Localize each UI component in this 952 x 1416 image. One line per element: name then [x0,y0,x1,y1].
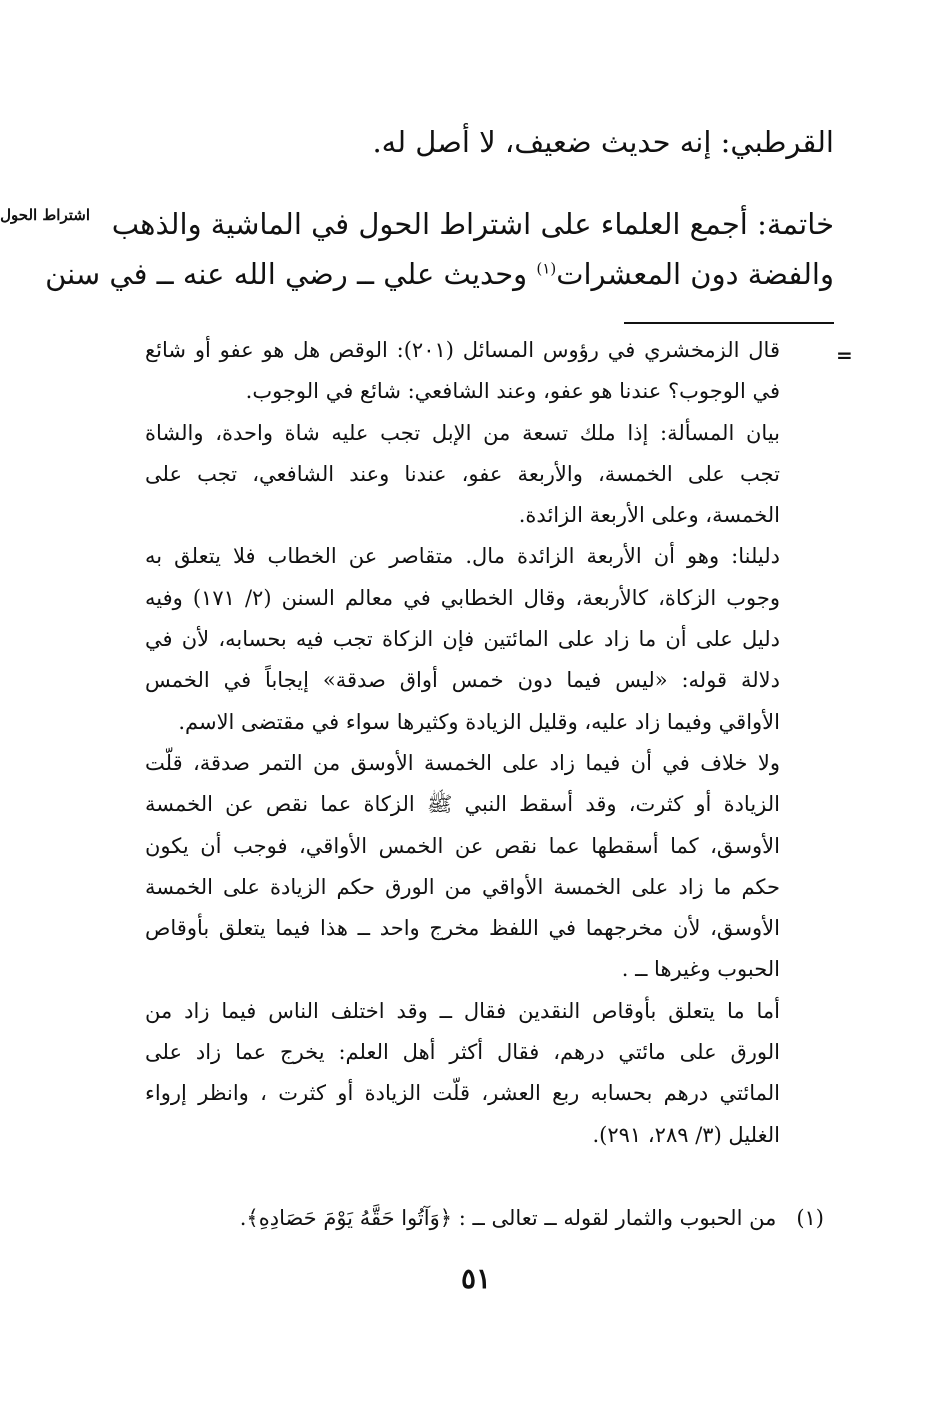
margin-note-text: اشتراط الحول [0,206,90,224]
page-number: ٥١ [460,1262,492,1295]
footnote-line: الحبوب وغيرها ــ . [621,957,780,982]
footnote-continuation-block [145,330,780,1156]
main-text-line-2: خاتمة: أجمع العلماء على اشتراط الحول في الماشية والذهب [111,207,834,241]
footnote-line: دليل على أن ما زاد على المائتين فإن الزكاة تجب فيه بحسابه، لأن في [145,627,780,652]
footnote-line: الزيادة أو كثرت، وقد أسقط النبي ﷺ الزكاة عما نقص عن الخمسة [145,792,780,817]
footnote-1-text: من الحبوب والثمار لقوله ــ تعالى ــ : ﴿وَآتُوا حَقَّهُ يَوْمَ حَصَادِهِ﴾. [239,1206,777,1230]
footnote-line: في الوجوب؟ عندنا هو عفو، وعند الشافعي: شائع في الوجوب. [245,379,780,404]
footnote-line: بيان المسألة: إذا ملك تسعة من الإبل تجب عليه شاة واحدة، والشاة [145,420,780,445]
footnote-line: ولا خلاف في أن فيما زاد على الخمسة الأوسق من التمر صدقة، قلّت [145,750,780,775]
footnote-reference: (١) [536,259,557,278]
footnote-line: الأوسق، كما أسقطها عما نقص عن الخمس الأواقي، فوجب أن يكون [145,833,780,858]
footnote-line: دليلنا: وهو أن الأربعة الزائدة مال. متقاصر عن الخطاب فلا يتعلق به [145,544,780,569]
footnote-separator [624,322,834,324]
footnote-line: وجوب الزكاة، كالأربعة، وقال الخطابي في معالم السنن (٢/ ١٧١) وفيه [145,585,780,610]
footnote-line: دلالة قوله: «ليس فيما دون خمس أواق صدقة» إيجاباً في الخمس [145,668,780,693]
footnote-line: المائتي درهم بحسابه ربع العشر، قلّت الزيادة أو كثرت ، وانظر إرواء [145,1081,780,1106]
main-text-line-3-start: والفضة دون المعشرات [556,257,834,291]
footnote-line: تجب على الخمسة، والأربعة عفو، عندنا وعند الشافعي، تجب على [145,461,780,486]
footnote-line: الأواقي وفيما زاد عليه، وقليل الزيادة وكثيرها سواء في مقتضى الاسم. [178,709,780,734]
footnote-line: الخمسة، وعلى الأربعة الزائدة. [518,503,780,528]
footnote-1 [124,1198,824,1238]
footnote-line: الغليل (٣/ ٢٨٩، ٢٩١). [592,1122,780,1147]
footnote-line: الورق على مائتي درهم، فقال أكثر أهل العلم: يخرج عما زاد على [145,1040,780,1065]
footnote-continuation-mark: = [836,343,853,367]
footnote-line: الأوسق، لأن مخرجهما في اللفظ مخرج واحد ــ هذا فيما يتعلق بأوقاص [145,916,780,941]
main-text-line-3 [45,250,834,298]
footnote-1-number: (١) [796,1206,824,1230]
footnote-line: قال الزمخشري في رؤوس المسائل (٢٠١): الوقص هل هو عفو أو شائع [145,338,780,362]
footnote-line: أما ما يتعلق بأوقاص النقدين فقال ــ وقد اختلف الناس فيما زاد من [145,998,780,1023]
main-text-line-1: القرطبي: إنه حديث ضعيف، لا أصل له. [372,125,834,159]
main-text-line-3-end: وحديث علي ــ رضي الله عنه ــ في سنن [45,257,537,291]
footnote-line: حكم ما زاد على الخمسة الأواقي من الورق حكم الزيادة على الخمسة [145,874,780,899]
